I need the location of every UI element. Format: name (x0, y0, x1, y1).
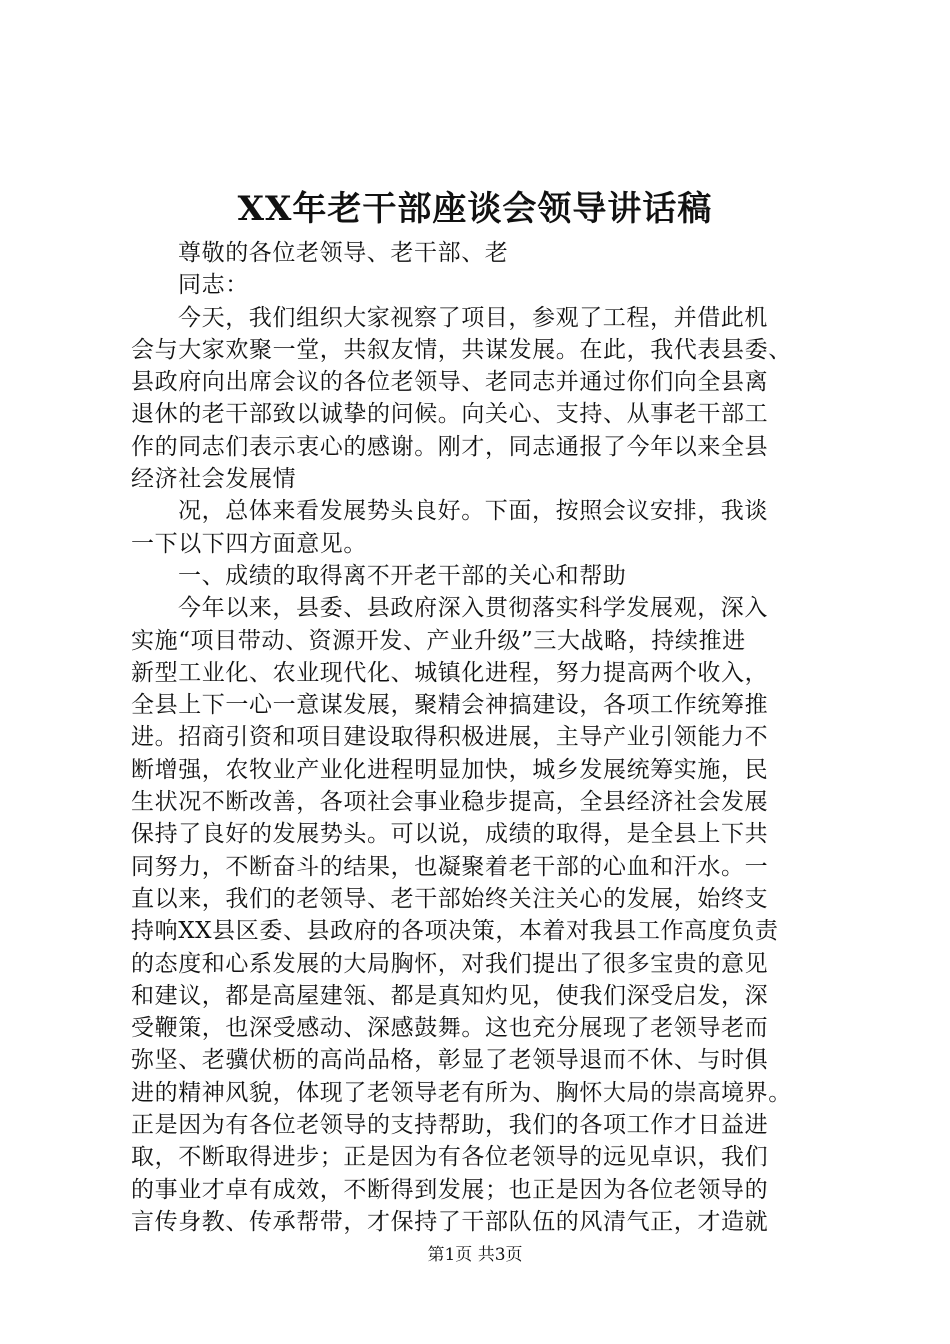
body-line: 今年以来，县委、县政府深入贯彻落实科学发展观，深入 (178, 595, 768, 622)
body-line: 弥坚、老骥伏枥的高尚品格，彰显了老领导退而不休、与时俱 (131, 1047, 769, 1074)
body-line: 直以来，我们的老领导、老干部始终关注关心的发展，始终支 (131, 885, 769, 912)
body-line: 取，不断取得进步；正是因为有各位老领导的远见卓识，我们 (131, 1144, 769, 1171)
body-line: 今天，我们组织大家视察了项目，参观了工程，并借此机 (178, 304, 768, 331)
body-line: 同志： (178, 272, 249, 299)
body-line: 言传身教、传承帮带，才保持了干部队伍的风清气正，才造就 (131, 1208, 769, 1235)
body-line: 县政府向出席会议的各位老领导、老同志并通过你们向全县离 (131, 369, 769, 396)
body-line: 进。招商引资和项目建设取得积极进展，主导产业引领能力不 (131, 724, 769, 751)
body-line: 新型工业化、农业现代化、城镇化进程，努力提高两个收入， (131, 659, 769, 686)
body-line: 的态度和心系发展的大局胸怀，对我们提出了很多宝贵的意见 (131, 950, 769, 977)
body-line: 全县上下一心一意谋发展，聚精会神搞建设，各项工作统筹推 (131, 692, 769, 719)
body-line: 一、成绩的取得离不开老干部的关心和帮助 (178, 562, 627, 589)
body-line: 同努力，不断奋斗的结果，也凝聚着老干部的心血和汗水。一 (131, 853, 769, 880)
body-line: 作的同志们表示衷心的感谢。刚才，同志通报了今年以来全县 (131, 433, 769, 460)
body-line: 和建议，都是高屋建瓴、都是真知灼见，使我们深受启发，深 (131, 982, 769, 1009)
body-line: 进的精神风貌，体现了老领导老有所为、胸怀大局的崇高境界。 (131, 1079, 792, 1106)
body-line: 保持了良好的发展势头。可以说，成绩的取得，是全县上下共 (131, 821, 769, 848)
body-line: 的事业才卓有成效，不断得到发展；也正是因为各位老领导的 (131, 1176, 769, 1203)
body-line: 经济社会发展情 (131, 466, 297, 493)
body-line: 会与大家欢聚一堂，共叙友情，共谋发展。在此，我代表县委、 (131, 336, 792, 363)
body-line: 况，总体来看发展势头良好。下面，按照会议安排，我谈 (178, 498, 768, 525)
body-line: 持响XX县区委、县政府的各项决策，本着对我县工作高度负责 (131, 918, 779, 945)
page-footer: 第1页 共3页 (427, 1245, 523, 1265)
body-line: 尊敬的各位老领导、老干部、老 (178, 240, 509, 266)
body-line: 受鞭策，也深受感动、深感鼓舞。这也充分展现了老领导老而 (131, 1015, 769, 1042)
body-line: 生状况不断改善，各项社会事业稳步提高，全县经济社会发展 (131, 789, 769, 816)
body-line: 实施“项目带动、资源开发、产业升级”三大战略，持续推进 (131, 627, 746, 654)
body-line: 退休的老干部致以诚挚的问候。向关心、支持、从事老干部工 (131, 401, 769, 428)
body-line: 一下以下四方面意见。 (131, 530, 367, 557)
document-title: XX年老干部座谈会领导讲话稿 (237, 189, 713, 229)
document-body (131, 237, 831, 1238)
body-line: 正是因为有各位老领导的支持帮助，我们的各项工作才日益进 (131, 1112, 769, 1139)
body-line: 断增强，农牧业产业化进程明显加快，城乡发展统筹实施，民 (131, 756, 769, 783)
